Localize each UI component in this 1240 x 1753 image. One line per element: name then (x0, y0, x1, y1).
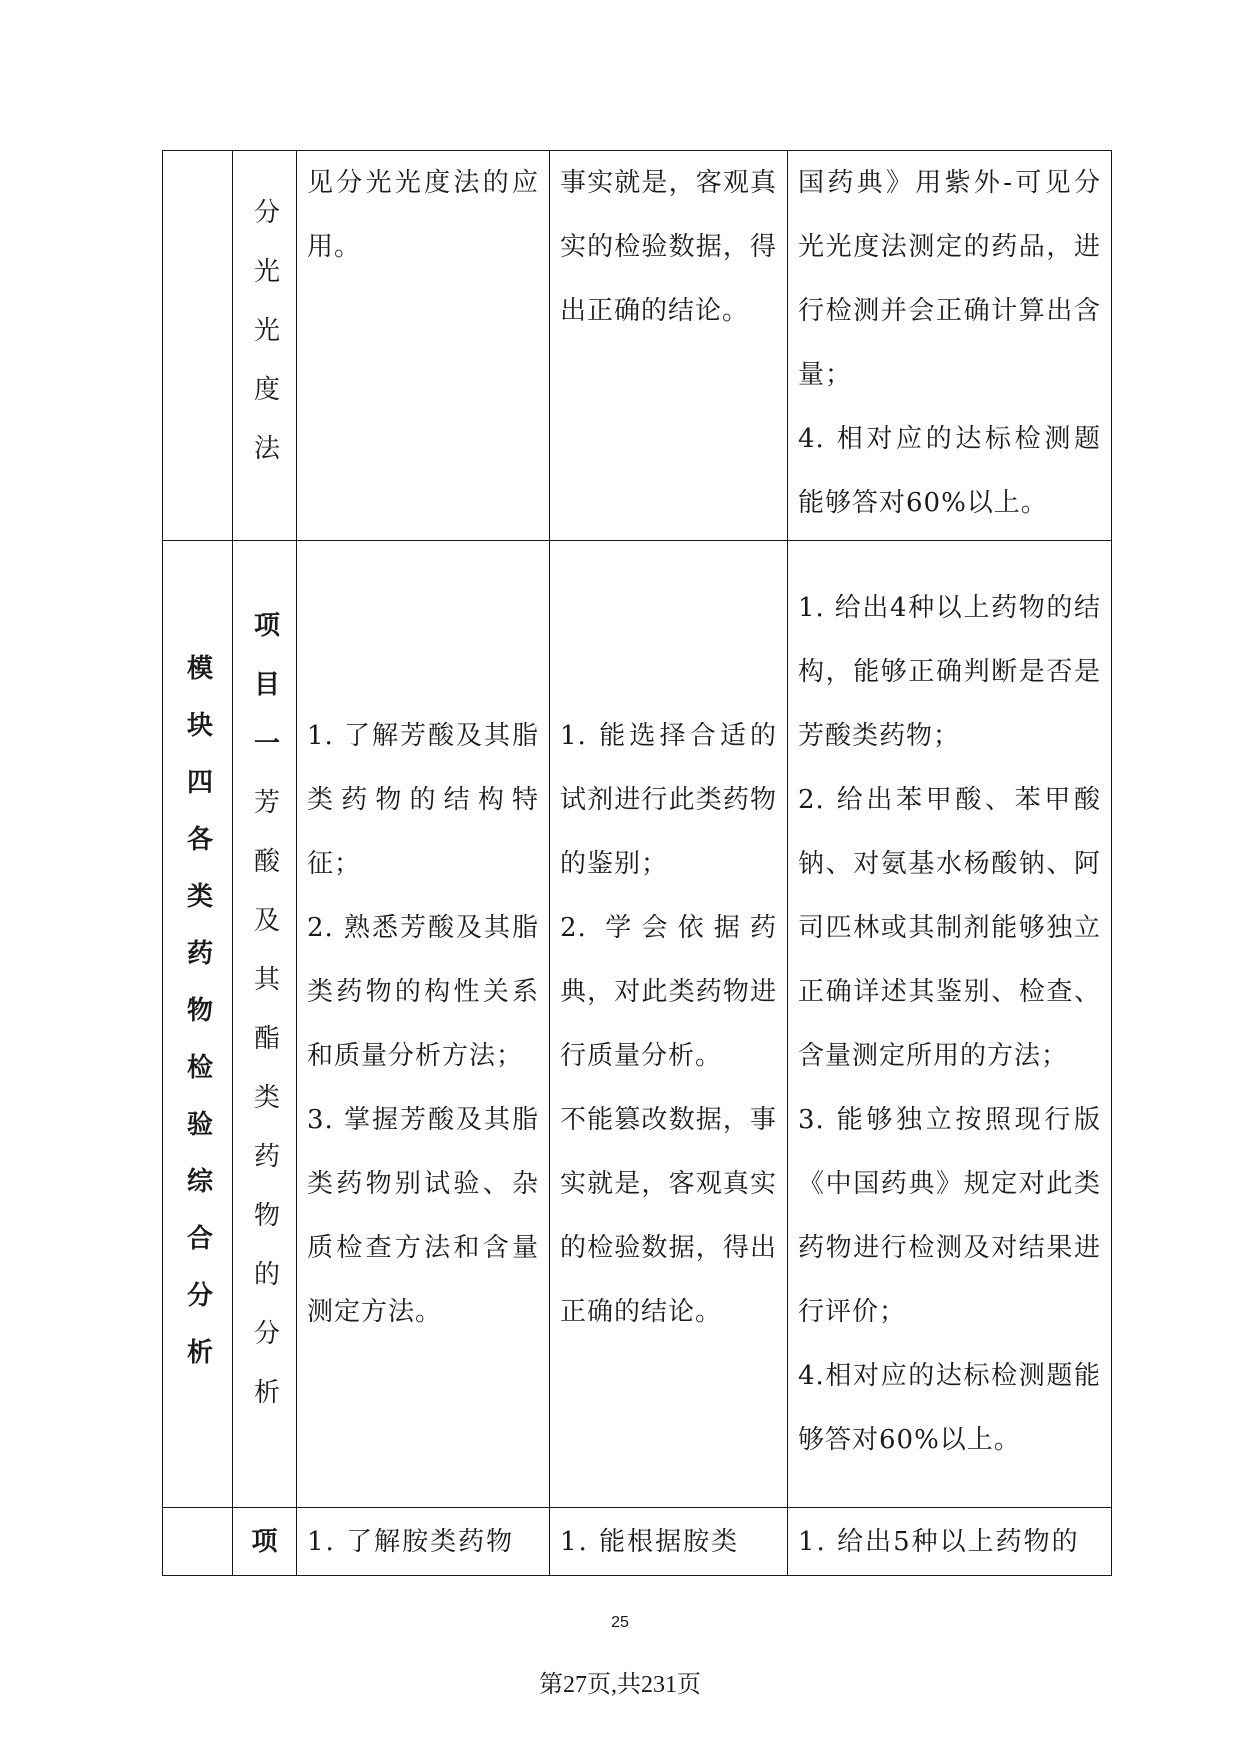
skills-item: 不能篡改数据，事实就是，客观真实的检验数据，得出正确的结论。 (560, 1105, 777, 1327)
assessment-item: 2. 给出苯甲酸、苯甲酸钠、对氨基水杨酸钠、阿司匹林或其制剂能够独立正确详述其鉴别、检查、含量测定所用的方法； (798, 785, 1101, 1071)
module-cell-continued (163, 1508, 233, 1576)
skills-text: 事实就是，客观真实的检验数据，得出正确的结论。 (560, 168, 777, 326)
assessment-cell (788, 151, 1112, 541)
table-row (163, 541, 1112, 1508)
assessment-text (788, 576, 1111, 1472)
project-cell (233, 151, 297, 541)
skills-cell (550, 151, 788, 541)
project-cell (233, 1508, 297, 1576)
knowledge-item: 1. 了解芳酸及其脂类药物的结构特征； (307, 721, 539, 879)
table-row (163, 1508, 1112, 1576)
skills-item: 1. 能选择合适的试剂进行此类药物的鉴别； (560, 721, 777, 879)
knowledge-cell (297, 541, 550, 1508)
knowledge-cell (297, 1508, 550, 1576)
skills-item: 2. 学会依据药典，对此类药物进行质量分析。 (560, 913, 777, 1071)
project-cell (233, 541, 297, 1508)
module-cell (163, 541, 233, 1508)
skills-text: 1. 能根据胺类 (560, 1526, 740, 1557)
project-title-part: 项目一 (249, 611, 280, 788)
assessment-item: 4.相对应的达标检测题能够答对60%以上。 (798, 1361, 1101, 1455)
project-title: 分光光度法 (249, 198, 280, 493)
table-row (163, 151, 1112, 541)
project-title-part: 芳酸及其酯类药物的分析 (249, 788, 280, 1437)
page-footer: 第27页,共231页 (539, 1672, 701, 1698)
module-cell-empty (163, 151, 233, 541)
knowledge-text: 1. 了解胺类药物 (307, 1526, 515, 1557)
skills-cell (550, 541, 788, 1508)
project-title (249, 611, 280, 1437)
assessment-cell (788, 1508, 1112, 1576)
assessment-cell (788, 541, 1112, 1508)
knowledge-item: 3. 掌握芳酸及其脂类药物别试验、杂质检查方法和含量测定方法。 (307, 1105, 539, 1327)
skills-text (550, 704, 787, 1344)
knowledge-text (297, 704, 549, 1344)
curriculum-table (162, 150, 1112, 1576)
knowledge-item: 2. 熟悉芳酸及其脂类药物的构性关系和质量分析方法； (307, 913, 539, 1071)
assessment-item: 4. 相对应的达标检测题能够答对60%以上。 (798, 424, 1101, 518)
assessment-item: 3. 能够独立按照现行版《中国药典》规定对此类药物进行检测及对结果进行评价； (798, 1105, 1101, 1327)
knowledge-cell (297, 151, 550, 541)
assessment-item: 国药典》用紫外-可见分光光度法测定的药品，进行检测并会正确计算出含量； (798, 168, 1101, 390)
assessment-text (788, 151, 1111, 535)
knowledge-text: 见分光光度法的应用。 (307, 168, 539, 262)
project-title: 项 (251, 1526, 278, 1557)
assessment-text: 1. 给出5种以上药物的 (798, 1526, 1080, 1557)
skills-cell (550, 1508, 788, 1576)
page-number: 25 (611, 1614, 629, 1631)
module-title: 模块四各类药物检验综合分析 (182, 653, 213, 1395)
assessment-item: 1. 给出4种以上药物的结构，能够正确判断是否是芳酸类药物； (798, 593, 1101, 751)
